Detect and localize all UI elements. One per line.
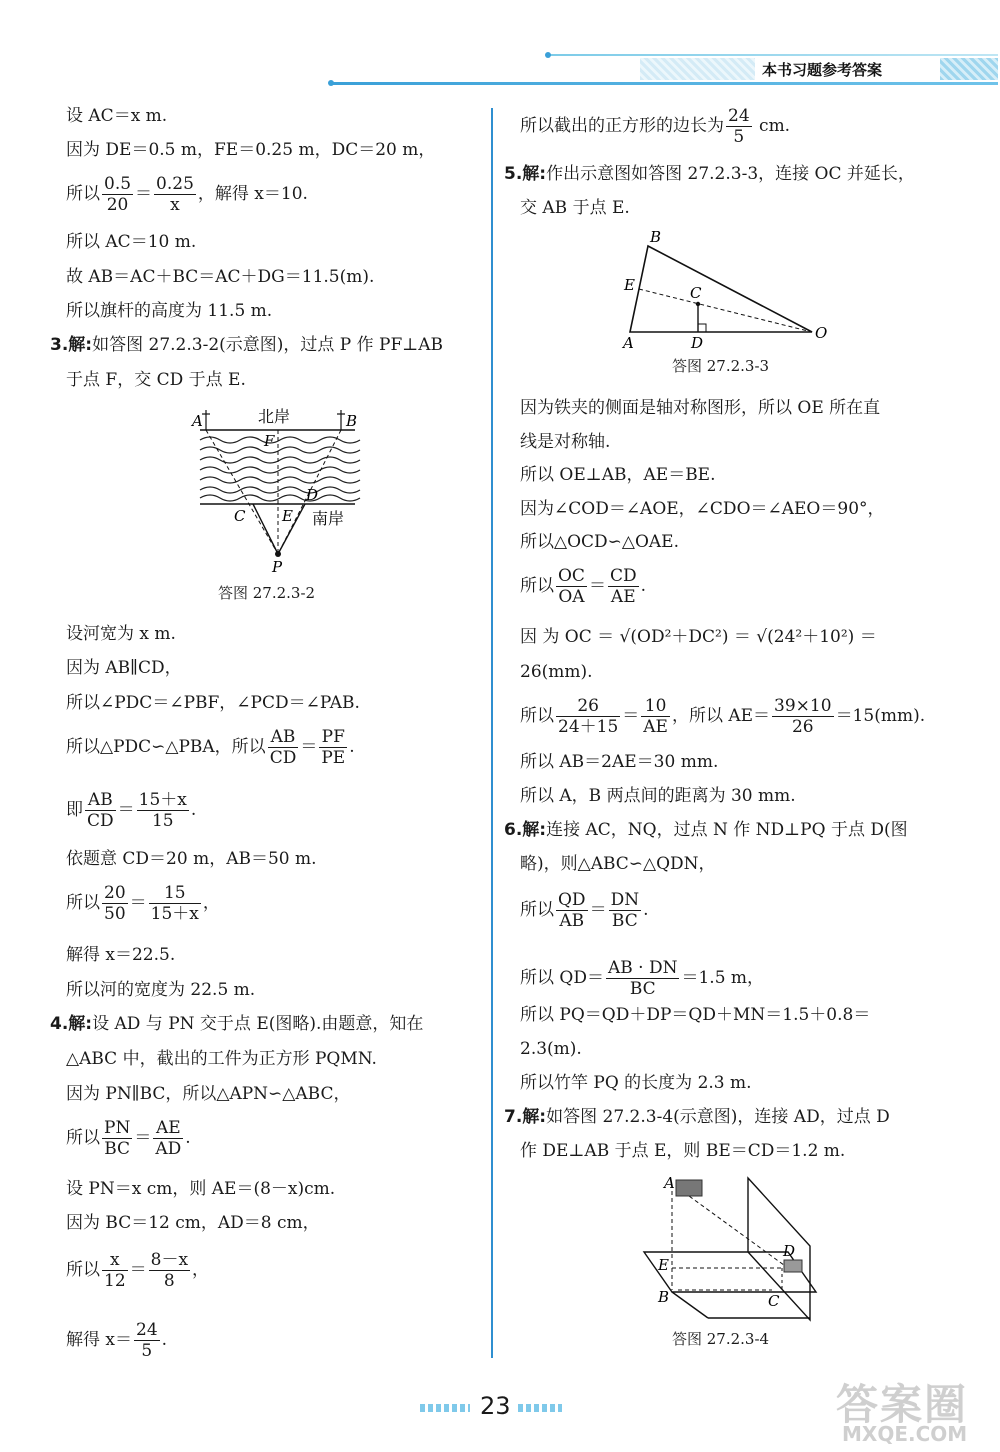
label-north: 北岸 [258,407,291,426]
label-south: 南岸 [312,509,345,528]
header-pattern-right [940,58,998,80]
header-top-line [548,54,998,56]
text-line: 所以 PQ＝QD＋DP＝QD＋MN＝1.5＋0.8＝ [520,1005,871,1025]
label-D: D [306,486,319,504]
text-line: 所以 A，B 两点间的距离为 30 mm. [520,786,796,806]
equation-line: 所以 QD＝ $\frac{AB \cdot DN}{BC}$ ＝1.5 m， [520,958,765,999]
text-line: 所以∠PDC＝∠PBF，∠PCD＝∠PAB. [66,693,360,713]
text-line: 因为 AB∥CD， [66,658,182,678]
text-line: 所以 AB＝2AE＝30 mm. [520,752,719,772]
text-line: 设 PN＝x cm，则 AE＝(8－x)cm. [66,1179,336,1199]
page-number: 23 [480,1392,511,1420]
text-line: 因为 DE＝0.5 m，FE＝0.25 m，DC＝20 m， [66,140,436,160]
text-line: 所以竹竿 PQ 的长度为 2.3 m. [520,1073,752,1093]
header-dot-left [545,52,551,58]
text-line: 交 AB 于点 E. [520,198,630,218]
question-number: 5.解: [504,164,547,184]
question-5-line: 5.解:作出示意图如答图 27.2.3-3，连接 OC 并延长， [504,164,915,184]
label-D: D [691,334,704,352]
text-line: 因为 BC＝12 cm，AD＝8 cm， [66,1213,320,1233]
text-line: 作 DE⊥AB 于点 E，则 BE＝CD＝1.2 m. [520,1141,846,1161]
label-E: E [624,276,635,294]
equation-line: 所以截出的正方形的边长为 $\frac{24}{5}$ cm. [520,106,791,147]
fraction: $\frac{0.5}{20}$ [104,174,132,215]
figure-caption: 答图 27.2.3-3 [672,357,770,375]
label-A: A [664,1174,675,1192]
text-line: 所以△OCD∽△OAE. [520,532,679,552]
label-E: E [658,1256,669,1274]
header-pattern [640,58,755,80]
column-divider [491,108,493,1358]
fraction: $\frac{0.25}{x}$ [156,174,194,215]
text-line: 26(mm). [520,662,593,682]
label-B: B [346,412,358,430]
label-C: C [234,507,246,525]
text-line: 所以旗杆的高度为 11.5 m. [66,301,273,321]
header-bar [330,82,998,85]
label-B: B [650,228,662,246]
river-diagram [190,404,390,580]
text-line: 于点 F，交 CD 于点 E. [66,370,246,390]
question-3-line: 3.解:如答图 27.2.3-2(示意图)，过点 P 作 PF⊥AB [50,335,444,355]
equation-line: 即 $\frac{AB}{CD}$ ＝ $\frac{15+x}{15}$ . [66,790,197,831]
text-line: 因 为 OC ＝ √(OD²＋DC²) ＝ √(24²＋10²) ＝ [520,627,877,647]
text-line: 略)，则△ABC∽△QDN， [520,854,716,874]
label-C: C [768,1292,780,1310]
label-P: P [272,558,283,576]
page-number-deco-left [420,1404,470,1412]
building-diagram [638,1172,838,1322]
page-number-deco-right [518,1404,562,1412]
question-number: 6.解: [504,820,547,840]
question-number: 3.解: [50,335,93,355]
header-title: 本书习题参考答案 [762,61,883,79]
header-dot-bar [328,80,334,86]
equation-line: 所以 $\frac{20}{50}$ ＝ $\frac{15}{15+x}$ ， [66,883,220,924]
text-line: 因为铁夹的侧面是轴对称图形，所以 OE 所在直 [520,398,881,418]
equation-line: 解得 x＝ $\frac{24}{5}$ . [66,1320,168,1361]
watermark-logo: 答案圈 MXQE.COM [836,1380,969,1446]
text-line: 2.3(m). [520,1039,582,1059]
question-number: 7.解: [504,1107,547,1127]
text-line: 解得 x＝22.5. [66,945,176,965]
figure-caption: 答图 27.2.3-4 [672,1330,770,1348]
text-line: 依题意 CD＝20 m，AB＝50 m. [66,849,317,869]
text-line: 所以 OE⊥AB，AE＝BE. [520,465,716,485]
equation-line: 所以 $\frac{26}{24+15}$ ＝ $\frac{10}{AE}$ ，所以 AE＝ $\frac{39\times 10}{26}$ ＝15(mm). [520,696,926,737]
text-line: 所以 AC＝10 m. [66,232,197,252]
equation-line: 所以 $\frac{OC}{OA}$ ＝ $\frac{CD}{AE}$ . [520,566,646,607]
equation-line: 所以 $\frac{PN}{BC}$ ＝ $\frac{AE}{AD}$ . [66,1118,191,1159]
label-F: F [264,432,275,450]
question-4-line: 4.解:设 AD 与 PN 交于点 E(图略).由题意，知在 [50,1014,424,1034]
label-O: O [815,324,828,342]
text-line: 因为∠COD＝∠AOE，∠CDO＝∠AEO＝90°， [520,499,885,519]
mirror-icon [784,1260,802,1272]
question-7-line: 7.解:如答图 27.2.3-4(示意图)，连接 AD，过点 D [504,1107,890,1127]
clip-diagram [620,226,850,354]
question-number: 4.解: [50,1014,93,1034]
equation-line: 所以 $\frac{QD}{AB}$ ＝ $\frac{DN}{BC}$ . [520,890,649,931]
text-line: 因为 PN∥BC，所以△APN∽△ABC， [66,1084,351,1104]
label-E: E [282,507,293,525]
equation-line: 所以 $\frac{0.5}{20}$ ＝ $\frac{0.25}{x}$ ，解得 x＝10. [66,174,308,215]
text-line: 故 AB＝AC＋BC＝AC＋DG＝11.5(m). [66,267,375,287]
question-6-line: 6.解:连接 AC，NQ，过点 N 作 ND⊥PQ 于点 D(图 [504,820,908,840]
label-A: A [192,412,203,430]
text-line: 设 AC＝x m. [66,106,168,126]
text-line: 所以河的宽度为 22.5 m. [66,980,256,1000]
text-line: △ABC 中，截出的工件为正方形 PQMN. [66,1049,377,1069]
equation-line: 所以 $\frac{x}{12}$ ＝ $\frac{8-x}{8}$ ， [66,1250,210,1291]
text-line: 线是对称轴. [520,432,611,452]
label-D: D [783,1242,796,1260]
figure-caption: 答图 27.2.3-2 [218,584,316,602]
text-line: 设河宽为 x m. [66,624,176,644]
label-C: C [690,284,702,302]
equation-line: 所以△PDC∽△PBA，所以 $\frac{AB}{CD}$ ＝ $\frac{PF}{PE}$ . [66,727,355,768]
label-A: A [623,334,634,352]
person-icon [676,1180,702,1196]
label-B: B [658,1288,670,1306]
